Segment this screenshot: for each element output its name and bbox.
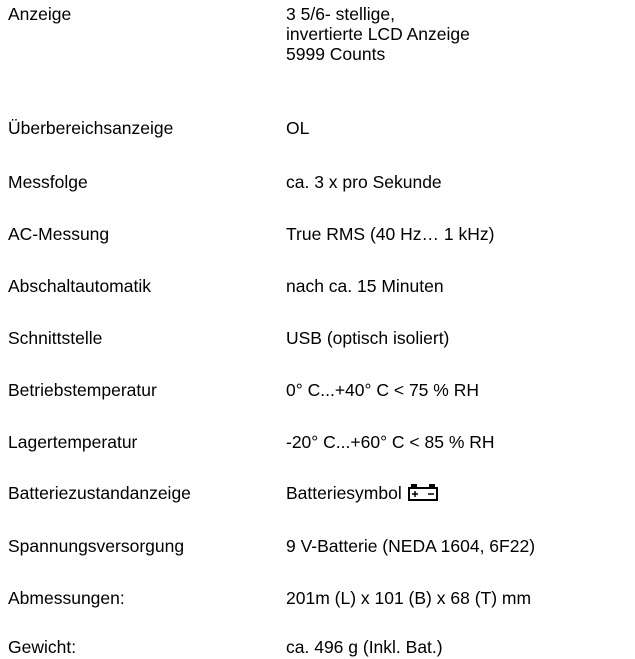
spec-value-line: 5999 Counts — [286, 44, 386, 64]
spec-value: 201m (L) x 101 (B) x 68 (T) mm — [286, 588, 532, 608]
battery-icon — [408, 483, 438, 505]
spec-value: USB (optisch isoliert) — [286, 328, 450, 348]
spec-value-line: 3 5/6- stellige, — [286, 4, 395, 24]
spec-value — [286, 4, 470, 64]
spec-value — [286, 483, 438, 505]
spec-value: 9 V-Batterie (NEDA 1604, 6F22) — [286, 536, 536, 556]
spec-value: nach ca. 15 Minuten — [286, 276, 444, 296]
spec-label: Lagertemperatur — [8, 432, 138, 452]
spec-label: Gewicht: — [8, 637, 77, 657]
spec-value: -20° C...+60° C < 85 % RH — [286, 432, 495, 452]
spec-value: ca. 3 x pro Sekunde — [286, 172, 442, 192]
spec-value: ca. 496 g (Inkl. Bat.) — [286, 637, 443, 657]
spec-label: Spannungsversorgung — [8, 536, 185, 556]
spec-label: AC-Messung — [8, 224, 110, 244]
spec-label: Messfolge — [8, 172, 88, 192]
spec-value: True RMS (40 Hz… 1 kHz) — [286, 224, 495, 244]
spec-label: Abschaltautomatik — [8, 276, 151, 296]
spec-value-line: invertierte LCD Anzeige — [286, 24, 470, 44]
spec-value: OL — [286, 118, 310, 138]
spec-label: Abmessungen: — [8, 588, 125, 608]
spec-label: Schnittstelle — [8, 328, 103, 348]
spec-label: Überbereichsanzeige — [8, 118, 174, 138]
spec-label: Batteriezustandanzeige — [8, 483, 191, 503]
spec-label: Betriebstemperatur — [8, 380, 157, 400]
spec-label: Anzeige — [8, 4, 72, 24]
spec-value: 0° C...+40° C < 75 % RH — [286, 380, 479, 400]
spec-value-text: Batteriesymbol — [286, 483, 402, 503]
